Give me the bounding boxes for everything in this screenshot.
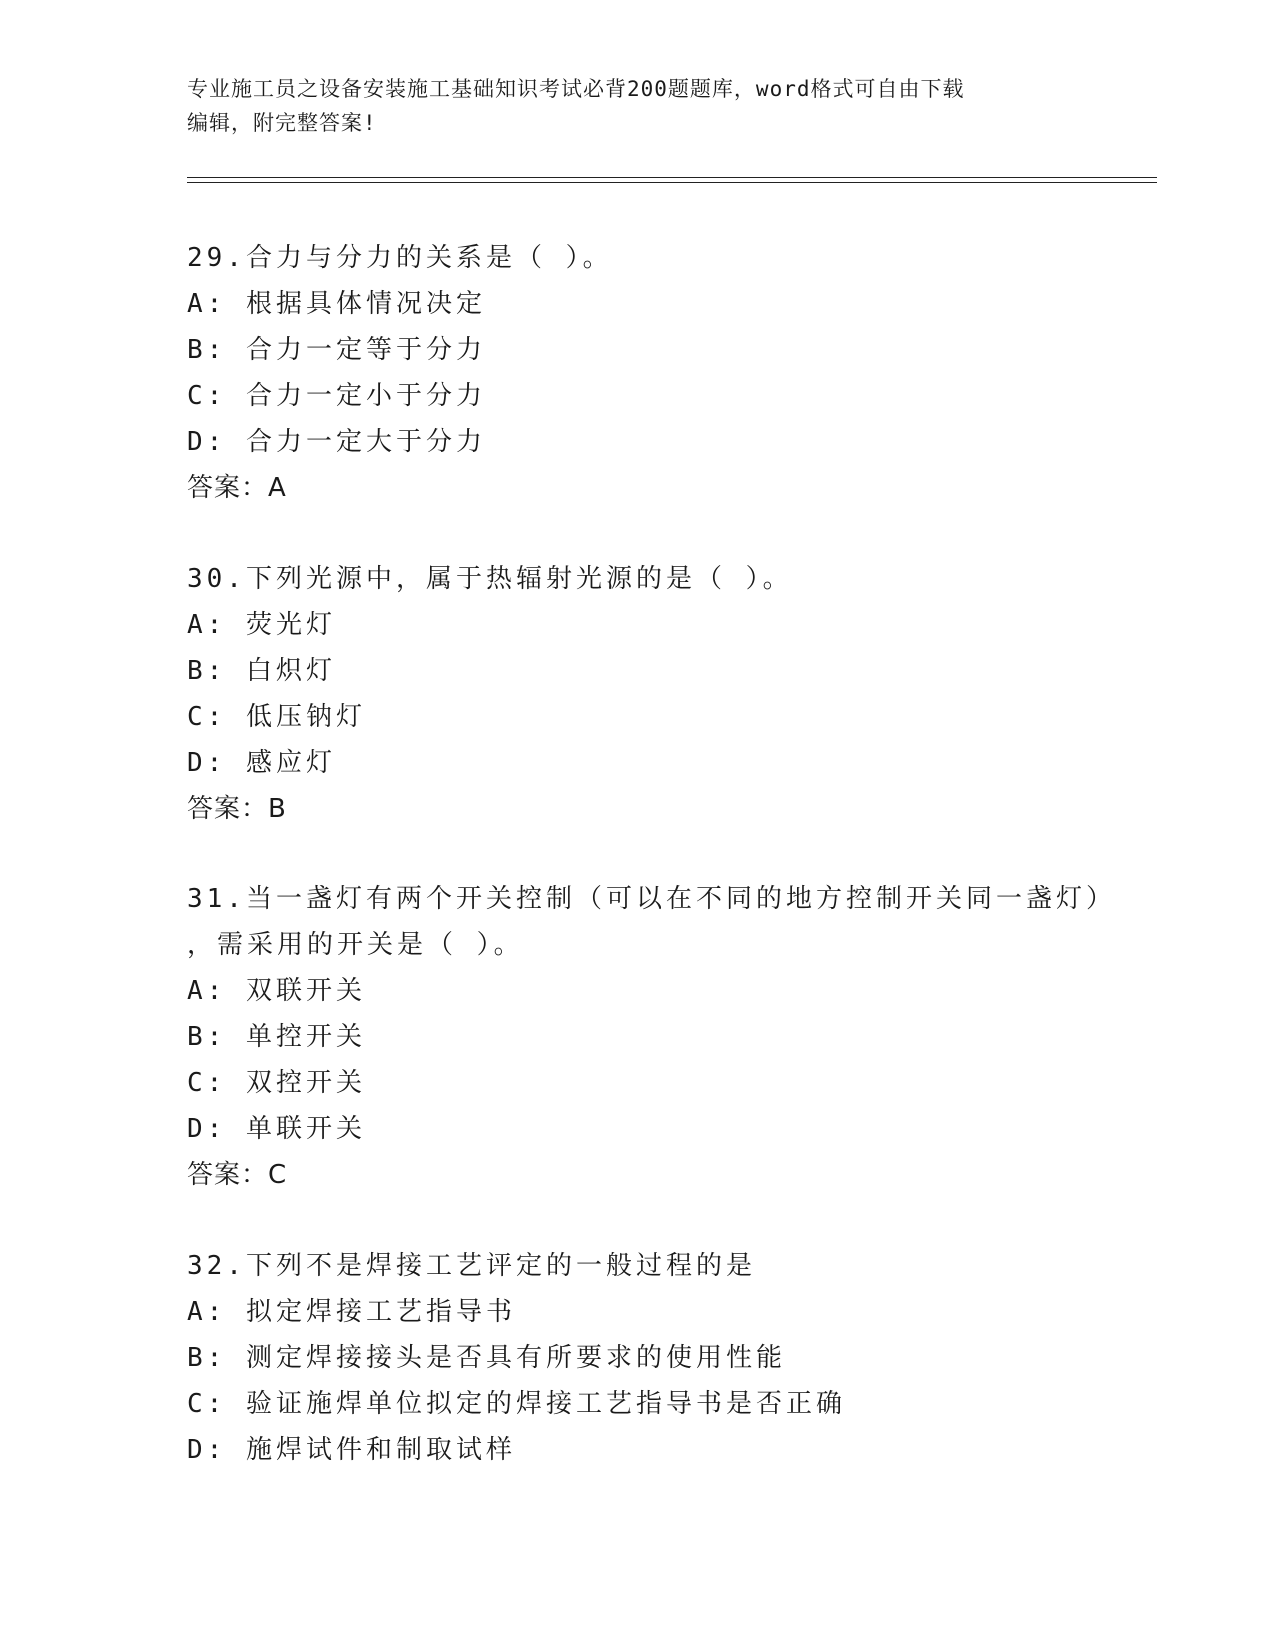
question-stem: 31.当一盏灯有两个开关控制（可以在不同的地方控制开关同一盏灯） xyxy=(187,884,1116,914)
option-a: A: 拟定焊接工艺指导书 xyxy=(187,1297,516,1327)
answer: 答案：C xyxy=(187,1160,288,1190)
question-29 xyxy=(187,235,1087,511)
option-d: D: 合力一定大于分力 xyxy=(187,427,486,457)
option-c: C: 双控开关 xyxy=(187,1068,366,1098)
question-stem: 29.合力与分力的关系是（ ）。 xyxy=(187,243,613,273)
question-30 xyxy=(187,556,1087,832)
option-d: D: 感应灯 xyxy=(187,748,336,778)
option-c: C: 低压钠灯 xyxy=(187,702,366,732)
option-c: C: 验证施焊单位拟定的焊接工艺指导书是否正确 xyxy=(187,1389,846,1419)
question-stem: 30.下列光源中，属于热辐射光源的是（ ）。 xyxy=(187,564,793,594)
header-divider-top xyxy=(187,177,1157,178)
answer: 答案：B xyxy=(187,794,287,824)
header-line-1: 专业施工员之设备安装施工基础知识考试必背200题题库，word格式可自由下载 xyxy=(187,77,965,101)
question-stem: 32.下列不是焊接工艺评定的一般过程的是 xyxy=(187,1251,756,1281)
option-c: C: 合力一定小于分力 xyxy=(187,381,486,411)
option-d: D: 单联开关 xyxy=(187,1114,366,1144)
option-a: A: 双联开关 xyxy=(187,976,366,1006)
option-a: A: 荧光灯 xyxy=(187,610,336,640)
header-line-2: 编辑，附完整答案! xyxy=(187,111,377,135)
option-a: A: 根据具体情况决定 xyxy=(187,289,486,319)
option-b: B: 合力一定等于分力 xyxy=(187,335,486,365)
document-header xyxy=(187,72,1087,140)
question-stem-continued: ，需采用的开关是（ ）。 xyxy=(187,930,524,960)
header-divider-bottom xyxy=(187,182,1157,183)
option-b: B: 测定焊接接头是否具有所要求的使用性能 xyxy=(187,1343,786,1373)
option-d: D: 施焊试件和制取试样 xyxy=(187,1435,516,1465)
option-b: B: 白炽灯 xyxy=(187,656,336,686)
option-b: B: 单控开关 xyxy=(187,1022,366,1052)
question-32 xyxy=(187,1243,1087,1473)
question-31 xyxy=(187,876,1116,1198)
answer: 答案：A xyxy=(187,473,287,503)
